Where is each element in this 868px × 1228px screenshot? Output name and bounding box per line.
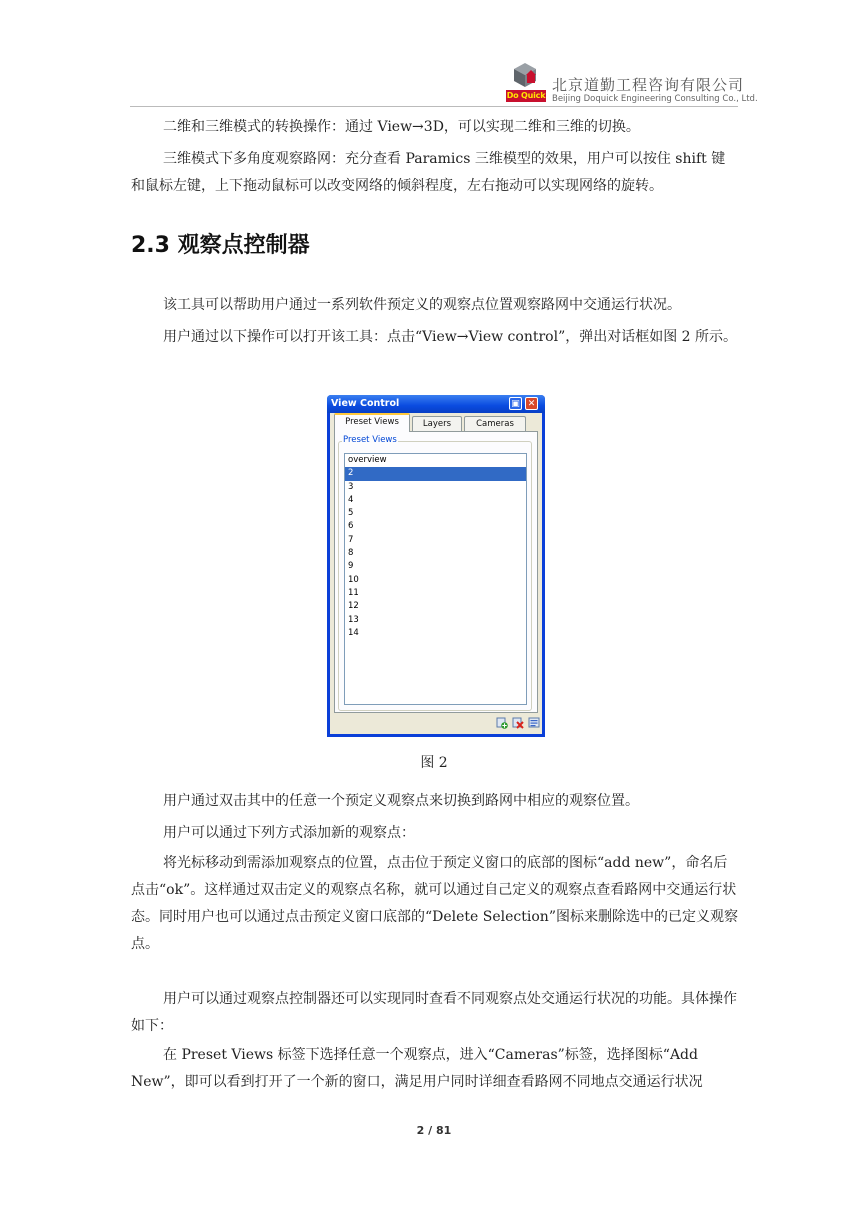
list-item[interactable]: overview <box>348 455 387 465</box>
list-item[interactable]: 6 <box>348 521 354 532</box>
add-new-icon[interactable] <box>496 717 508 729</box>
paragraph-add-steps: 将光标移动到需添加观察点的位置，点击位于预定义窗口的底部的图标“add new”，命名后点击“ok”。这样通过双击定义的观察点名称，就可以通过自己定义的观察点查看路网中交通运行状态。同时用户也可以通过点击预定义窗口底部的“Delete Selection”图标来删除选中的已定义观察点。 <box>131 855 738 952</box>
paragraph-tool-intro: 该工具可以帮助用户通过一系列软件预定义的观察点位置观察路网中交通运行状况。 <box>163 297 681 313</box>
paragraph-double-click: 用户通过双击其中的任意一个预定义观察点来切换到路网中相应的观察位置。 <box>163 793 639 809</box>
list-item[interactable]: 10 <box>348 574 359 585</box>
paragraph-add-intro: 用户可以通过下列方式添加新的观察点： <box>163 825 415 841</box>
page-header <box>502 62 758 104</box>
group-label: Preset Views <box>343 435 397 445</box>
list-item[interactable]: 4 <box>348 494 354 505</box>
list-item[interactable]: 11 <box>348 587 359 598</box>
paragraph-cameras: 在 Preset Views 标签下选择任意一个观察点，进入“Cameras”标签，选择图标“Add New”，即可以看到打开了一个新的窗口，满足用户同时详细查看路网不同地点交通运行状况 <box>131 1047 703 1090</box>
list-item[interactable]: 8 <box>348 548 354 559</box>
dialog-titlebar <box>327 395 545 413</box>
tab-layers[interactable]: Layers <box>412 416 462 431</box>
list-item[interactable]: 9 <box>348 561 354 572</box>
list-item[interactable]: 5 <box>348 508 354 519</box>
paragraph-multi-view: 用户可以通过观察点控制器还可以实现同时查看不同观察点处交通运行状况的功能。具体操作如下： <box>131 991 737 1034</box>
list-item[interactable]: 14 <box>348 627 359 638</box>
tab-strip <box>330 413 542 433</box>
section-heading: 2.3 观察点控制器 <box>131 233 310 258</box>
minimize-icon[interactable]: ▣ <box>509 397 522 410</box>
list-item[interactable]: 7 <box>348 534 354 545</box>
logo-text: Do Quick <box>506 91 546 100</box>
paragraph-2d-3d-switch: 二维和三维模式的转换操作：通过 View→3D，可以实现二维和三维的切换。 <box>163 119 640 135</box>
tab-cameras[interactable]: Cameras <box>464 416 526 431</box>
cube-logo-icon <box>512 62 538 88</box>
list-item[interactable]: 2 <box>345 467 526 480</box>
paragraph-open-tool: 用户通过以下操作可以打开该工具：点击“View→View control”，弹出对话框如图 2 所示。 <box>163 329 738 345</box>
list-item[interactable]: 3 <box>348 481 354 492</box>
list-item[interactable]: 12 <box>348 601 359 612</box>
company-name-en: Beijing Doquick Engineering Consulting Co., Ltd. <box>552 94 758 104</box>
rename-view-icon[interactable] <box>528 717 540 729</box>
close-icon[interactable]: ✕ <box>525 397 538 410</box>
page-number: 2 / 81 <box>416 1124 452 1137</box>
dialog-body <box>330 413 542 734</box>
delete-selection-icon[interactable] <box>512 717 524 729</box>
company-name-cn: 北京道勤工程咨询有限公司 <box>552 76 745 94</box>
header-divider <box>130 106 738 107</box>
list-item[interactable]: 13 <box>348 614 359 625</box>
figure-caption: 图 2 <box>420 755 448 771</box>
preset-views-list[interactable] <box>344 453 527 705</box>
dialog-title: View Control <box>331 398 400 409</box>
company-logo <box>506 62 544 102</box>
view-control-dialog <box>327 395 545 737</box>
tab-preset-views[interactable]: Preset Views <box>334 413 410 432</box>
paragraph-3d-view: 三维模式下多角度观察路网：充分查看 Paramics 三维模型的效果，用户可以按住 shift 键和鼠标左键，上下拖动鼠标可以改变网络的倾斜程度，左右拖动可以实现网络的旋转。 <box>131 151 726 194</box>
